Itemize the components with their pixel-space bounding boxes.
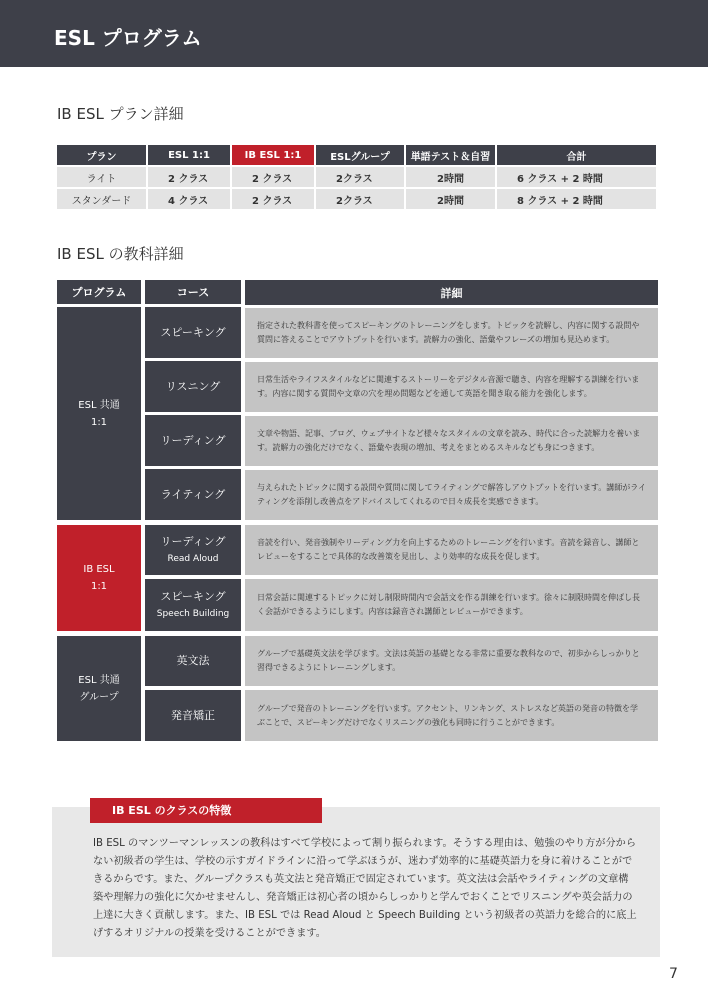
course-cell: [145, 636, 241, 686]
page-number: 7: [669, 966, 678, 982]
program-header: プログラム: [57, 280, 141, 304]
plan-name-cell: ライト: [57, 167, 146, 187]
course-name: 発音矯正: [171, 708, 215, 722]
plan-col-header: ESLグループ: [316, 145, 404, 165]
plan-col-header: 単語テスト＆自習: [406, 145, 495, 165]
course-detail: 文章や物語、記事、ブログ、ウェブサイトなど様々なスタイルの文章を読み、時代に合った読解力を養います。読解力の強化だけでなく、語彙や表現の増加、考えをまとめるスキルなども身につきます。: [245, 416, 658, 466]
course-cell: [145, 307, 241, 358]
course-cell: [145, 579, 241, 631]
plan-table-header-row: [57, 145, 656, 165]
program-sublabel: グループ: [79, 691, 119, 703]
feature-title: IB ESL のクラスの特徴: [90, 798, 322, 823]
plan-cell: 2 クラス: [232, 189, 314, 209]
program-label: ESL 共通: [78, 399, 120, 411]
plan-cell: 2クラス: [316, 167, 404, 187]
detail-header: 詳細: [245, 280, 658, 305]
course-cell: [145, 469, 241, 520]
table-row: [57, 167, 656, 187]
program-sublabel: 1:1: [90, 416, 108, 428]
course-detail: グループで基礎英文法を学びます。文法は英語の基礎となる非常に重要な教科なので、初歩からしっかりと習得できるようにトレーニングします。: [245, 636, 658, 686]
table-row: [57, 189, 656, 209]
course-detail: 日常会話に関連するトピックに対し制限時間内で会話文を作る訓練を行います。徐々に制限時間を伸ばし長く会話ができるようにします。内容は録音され講師とレビューができます。: [245, 579, 658, 631]
plan-cell: 4 クラス: [148, 189, 230, 209]
plan-col-header: 合計: [497, 145, 656, 165]
program-label: ESL 共通: [78, 674, 120, 686]
course-cell: [145, 690, 241, 741]
program-cell-esl-group: [57, 636, 141, 741]
course-cell: [145, 525, 241, 575]
plan-section-title: IB ESL プラン詳細: [57, 105, 184, 123]
course-name: リーディング: [160, 433, 226, 447]
course-subname: Read Aloud: [167, 554, 219, 564]
course-cell: [145, 361, 241, 412]
course-header: コース: [145, 280, 241, 304]
course-name: リーディング: [160, 535, 226, 548]
feature-body: IB ESL のマンツーマンレッスンの教科はすべて学校によって割り振られます。そうする理由は、勉強のやり方が分からない初級者の学生は、学校の示すガイドラインに沿って学ぶほうが、迷わず効率的に基礎英語力を身に着けることができるからです。また、グループクラスも英文法と発音矯正で固定されています。英文法は会話やライティングの文章構築や理解力の強化に欠かせませんし、発音矯正は初心者の頃からしっかりと学んでおくことでリスニングや英会話力の上達に大きく貢献します。また、IB ESL では Read Aloud と Speech Building という初級者の英語力を総合的に底上げするオリジナルの授業を受けることができます。: [93, 838, 637, 939]
course-name: スピーキング: [160, 590, 226, 603]
page-title: ESL プログラム: [54, 26, 202, 50]
curriculum-section-title: IB ESL の教科詳細: [57, 245, 184, 263]
course-name: 英文法: [176, 654, 210, 667]
course-name: ライティング: [160, 487, 226, 501]
course-detail: 与えられたトピックに関する設問や質問に関してライティングで解答しアウトプットを行います。講師がライティングを添削し改善点をアドバイスしてくれるので日々成長を実感できます。: [245, 470, 658, 520]
program-label: IB ESL: [83, 564, 115, 575]
plan-table: [55, 143, 658, 211]
plan-name-cell: スタンダード: [57, 189, 146, 209]
page-header: [0, 0, 708, 67]
plan-cell: 2クラス: [316, 189, 404, 209]
course-detail: 日常生活やライフスタイルなどに関連するストーリーをデジタル音源で聴き、内容を理解する訓練を行います。内容に関する質問や文章の穴を埋め問題などを通して英語を聞き取る能力を強化します。: [245, 362, 658, 412]
program-cell-esl-1on1: [57, 307, 141, 520]
course-name: スピーキング: [160, 325, 226, 339]
program-sublabel: 1:1: [90, 581, 108, 592]
plan-col-header: ESL 1:1: [148, 145, 230, 165]
course-subname: Speech Building: [156, 609, 230, 619]
plan-total-cell: 6 クラス + 2 時間: [497, 167, 656, 187]
course-detail: グループで発音のトレーニングを行います。アクセント、リンキング、ストレスなど英語の発音の特徴を学ぶことで、スピーキングだけでなくリスニングの強化も同時に行うことができます。: [245, 690, 658, 741]
plan-cell: 2時間: [406, 189, 495, 209]
course-cell: [145, 415, 241, 466]
course-detail: 音読を行い、発音強制やリーディング力を向上するためのトレーニングを行います。音読を録音し、講師とレビューをすることで具体的な改善策を見出し、より効率的な成長を促します。: [245, 525, 658, 575]
course-detail: 指定された教科書を使ってスピーキングのトレーニングをします。トピックを読解し、内容に関する設問や質問に答えることでアウトプットを行います。読解力の強化、語彙やフレーズの増加も見込めます。: [245, 308, 658, 358]
plan-total-cell: 8 クラス + 2 時間: [497, 189, 656, 209]
plan-cell: 2時間: [406, 167, 495, 187]
course-name: リスニング: [165, 379, 221, 393]
plan-col-header-highlight: IB ESL 1:1: [232, 145, 314, 165]
plan-col-header: プラン: [57, 145, 146, 165]
plan-cell: 2 クラス: [148, 167, 230, 187]
program-cell-ib-esl: [57, 525, 141, 631]
plan-cell: 2 クラス: [232, 167, 314, 187]
